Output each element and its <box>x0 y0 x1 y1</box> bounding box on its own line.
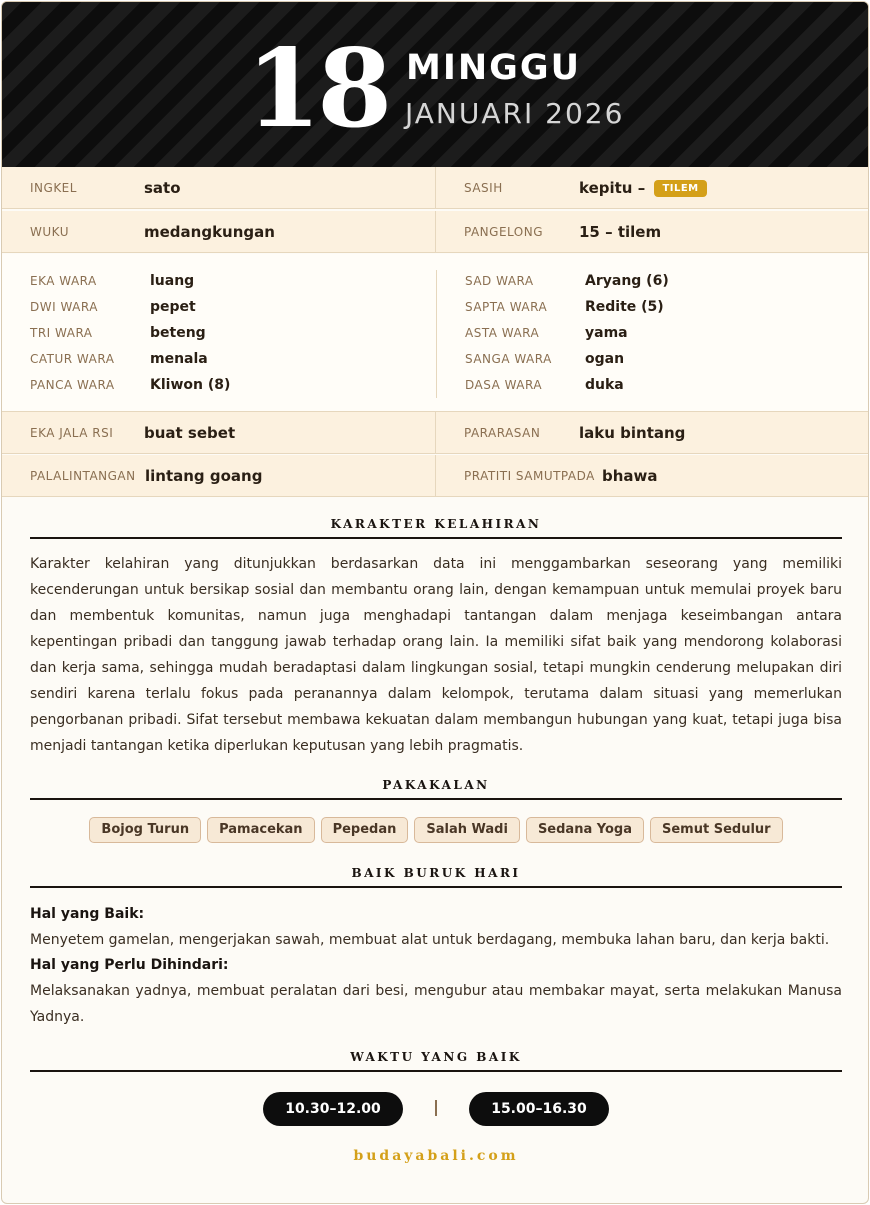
pratiti-cell <box>436 455 869 497</box>
wara-label: CATUR WARA <box>30 352 115 366</box>
wara-label: PANCA WARA <box>30 378 115 392</box>
palalintangan-cell <box>2 455 436 497</box>
pararasan-value: laku bintang <box>579 424 686 442</box>
karakter-title: KARAKTER KELAHIRAN <box>330 517 542 531</box>
avoid-text: Melaksanakan yadnya, membuat peralatan dari besi, mengubur atau membakar mayat, serta melakukan Manusa Yadnya. <box>30 983 842 1025</box>
sasih-value: kepitu – <box>579 179 646 197</box>
wara-label: DASA WARA <box>465 378 543 392</box>
wuku-value: medangkungan <box>144 223 275 241</box>
pakakalan-tag: Sedana Yoga <box>526 817 644 843</box>
time-separator <box>435 1100 437 1116</box>
wara-label: ASTA WARA <box>465 326 540 340</box>
pratiti-label: PRATITI SAMUTPADA <box>464 469 595 483</box>
pakakalan-tag: Pamacekan <box>207 817 314 843</box>
pangelong-label: PANGELONG <box>464 225 544 239</box>
baik-buruk-title: BAIK BURUK HARI <box>351 866 521 880</box>
pararasan-cell <box>436 412 869 454</box>
info-row-ekajala-pararasan <box>2 412 869 454</box>
good-text: Menyetem gamelan, mengerjakan sawah, membuat alat untuk berdagang, membuka lahan baru, dan kerja bakti. <box>30 932 830 948</box>
avoid-heading: Hal yang Perlu Dihindari: <box>30 957 229 973</box>
wara-value: ogan <box>585 351 625 367</box>
wara-label: SAD WARA <box>465 274 534 288</box>
wara-label: SANGA WARA <box>465 352 552 366</box>
wara-value: menala <box>150 351 208 367</box>
waktu-rule <box>30 1070 842 1072</box>
wara-value: yama <box>585 325 628 341</box>
wara-row <box>30 296 430 318</box>
day-number: 18 <box>246 26 389 152</box>
baik-buruk-rule <box>30 886 842 888</box>
eka-jala-rsi-cell <box>2 412 436 454</box>
wara-label: DWI WARA <box>30 300 98 314</box>
sasih-value-group <box>579 167 707 209</box>
karakter-text: Karakter kelahiran yang ditunjukkan berdasarkan data ini menggambarkan seseorang yang memiliki kecenderungan untuk bersikap sosial dan membantu orang lain, dengan kemampuan untuk memulai proyek baru dan membentuk komunitas, namun juga menghadapi tantangan dalam menjaga keseimbangan antara kepentingan pribadi dan tanggung jawab terhadap orang lain. Ia memiliki sifat baik yang mendorong kolaborasi dan kerja sama, sehingga mudah beradaptasi dalam lingkungan sosial, tetapi mungkin cenderung melupakan diri sendiri karena terlalu fokus pada peranannya dalam kelompok, terutama dalam situasi yang memerlukan pengorbanan pribadi. Sifat tersebut membawa kekuatan dalam membangun hubungan yang kuat, tetapi juga bisa menjadi tantangan ketika diperlukan keputusan yang lebih pragmatis. <box>30 556 842 754</box>
ingkel-cell <box>2 167 436 209</box>
wuku-label: WUKU <box>30 225 69 239</box>
sasih-cell <box>436 167 869 209</box>
wara-row <box>465 322 865 344</box>
wara-value: duka <box>585 377 624 393</box>
pakakalan-tag: Semut Sedulur <box>650 817 783 843</box>
pratiti-value: bhawa <box>602 467 658 485</box>
weekday-name: MINGGU <box>406 48 582 88</box>
wara-row <box>465 270 865 292</box>
waktu-title: WAKTU YANG BAIK <box>350 1050 522 1064</box>
wara-value: Redite (5) <box>585 299 664 315</box>
pakakalan-tags <box>30 817 842 843</box>
pakakalan-rule <box>30 798 842 800</box>
date-header <box>2 2 869 167</box>
footer-brand[interactable]: budayabali.com <box>353 1148 519 1164</box>
wara-row <box>465 374 865 396</box>
palalintangan-value: lintang goang <box>145 467 263 485</box>
pararasan-label: PARARASAN <box>464 426 541 440</box>
sasih-label: SASIH <box>464 181 503 195</box>
wara-value: luang <box>150 273 195 289</box>
wara-block <box>2 254 869 412</box>
wara-row <box>30 374 430 396</box>
ingkel-label: INGKEL <box>30 181 77 195</box>
wara-value: Kliwon (8) <box>150 377 231 393</box>
time-slot-pill: 10.30–12.00 <box>263 1092 403 1126</box>
wara-row <box>30 322 430 344</box>
wara-value: beteng <box>150 325 206 341</box>
eka-jala-rsi-value: buat sebet <box>144 424 236 442</box>
eka-jala-rsi-label: EKA JALA RSI <box>30 426 114 440</box>
palalintangan-label: PALALINTANGAN <box>30 469 136 483</box>
wara-label: EKA WARA <box>30 274 97 288</box>
wara-value: pepet <box>150 299 196 315</box>
good-heading: Hal yang Baik: <box>30 906 145 922</box>
tilem-badge: TILEM <box>654 180 706 197</box>
time-slot-pill: 15.00–16.30 <box>469 1092 609 1126</box>
wara-row <box>465 296 865 318</box>
karakter-rule <box>30 537 842 539</box>
wuku-cell <box>2 211 436 253</box>
wara-divider <box>436 270 437 398</box>
pakakalan-tag: Pepedan <box>321 817 409 843</box>
info-row-wuku-pangelong <box>2 211 869 253</box>
month-year: JANUARI 2026 <box>405 97 625 130</box>
wara-row <box>30 348 430 370</box>
pakakalan-title: PAKAKALAN <box>382 778 490 792</box>
wara-row <box>30 270 430 292</box>
wara-row <box>465 348 865 370</box>
pakakalan-tag: Salah Wadi <box>414 817 520 843</box>
wara-value: Aryang (6) <box>585 273 669 289</box>
info-row-ingkel-sasih <box>2 167 869 209</box>
calendar-card <box>1 1 869 1204</box>
pangelong-value: 15 – tilem <box>579 223 662 241</box>
wara-label: SAPTA WARA <box>465 300 548 314</box>
pakakalan-tag: Bojog Turun <box>89 817 201 843</box>
wara-label: TRI WARA <box>30 326 93 340</box>
pangelong-cell <box>436 211 869 253</box>
info-row-palalintangan-pratiti <box>2 455 869 497</box>
ingkel-value: sato <box>144 179 181 197</box>
